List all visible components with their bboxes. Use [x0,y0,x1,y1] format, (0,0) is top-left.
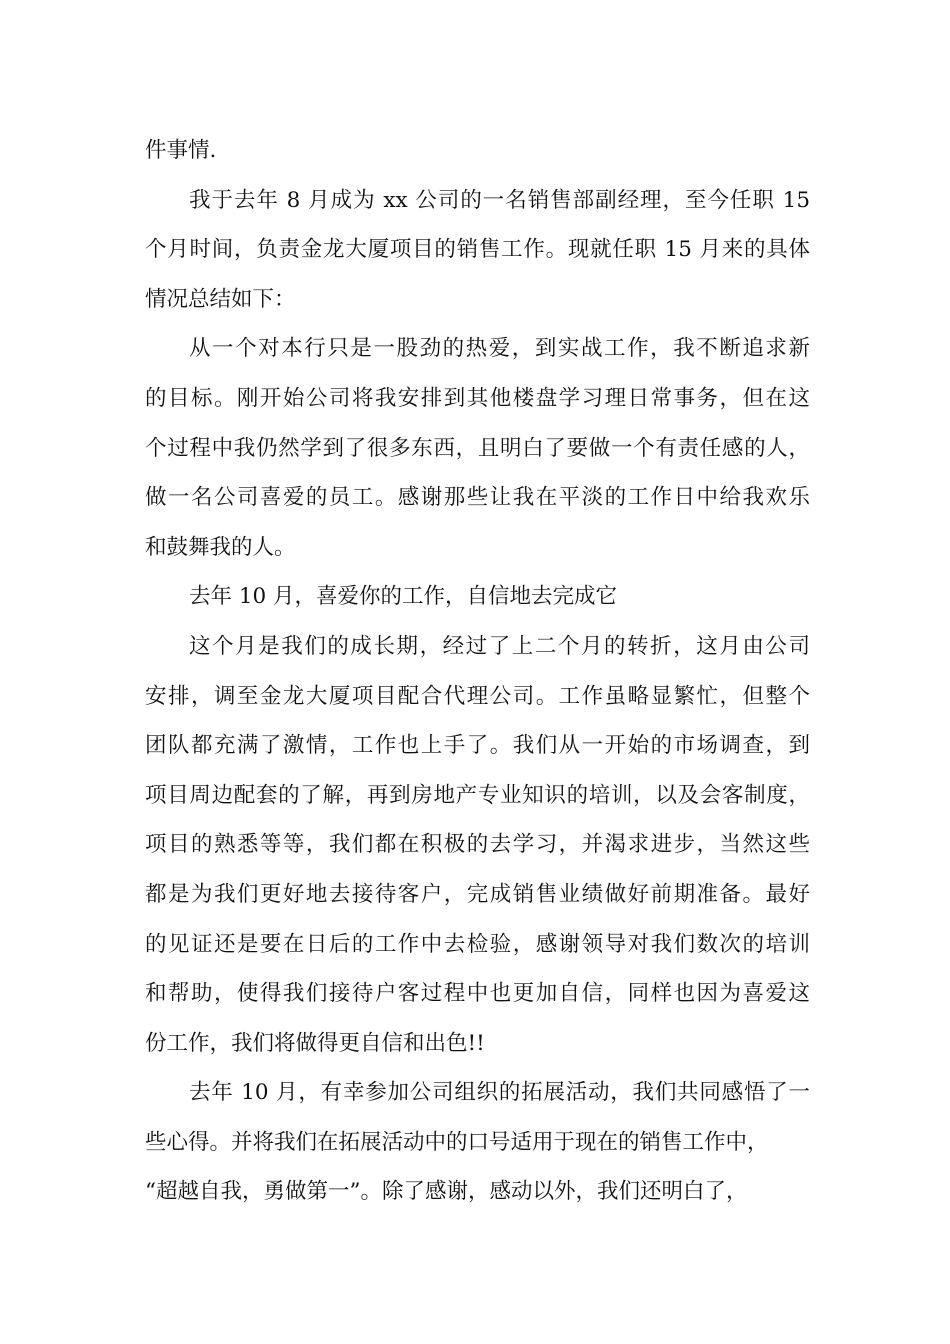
text-line: 些心得。并将我们在拓展活动中的口号适用于现在的销售工作中， [145,1129,769,1155]
text-line: “超越自我，勇做第一”。除了感谢，感动以外，我们还明白了， [145,1179,748,1205]
text-line: 安排，调至金龙大厦项目配合代理公司。工作虽略显繁忙，但整个 [145,683,810,709]
text-line: 情况总结如下： [145,286,296,312]
text-line: 这个月是我们的成长期，经过了上二个月的转折，这月由公司 [189,633,810,659]
text-line: 和鼓舞我的人。 [145,534,296,560]
text-line: 的目标。刚开始公司将我安排到其他楼盘学习理日常事务，但在这 [145,385,810,411]
text-line: 件事情. [145,138,217,163]
text-line: 去年 10 月，喜爱你的工作，自信地去完成它 [189,584,618,610]
document-body [145,126,810,1217]
text-line: 团队都充满了激情，工作也上手了。我们从一开始的市场调查，到 [145,733,810,759]
text-line: 从一个对本行只是一股劲的热爱，到实战工作，我不断追求新 [189,336,810,362]
text-line: 去年 10 月，有幸参加公司组织的拓展活动，我们共同感悟了一 [189,1080,810,1106]
text-line: 和帮助，使得我们接待户客过程中也更加自信，同样也因为喜爱这 [145,981,810,1007]
text-line: 的见证还是要在日后的工作中去检验，感谢领导对我们数次的培训 [145,931,810,957]
text-line: 都是为我们更好地去接待客户，完成销售业绩做好前期准备。最好 [145,881,810,907]
text-line: 做一名公司喜爱的员工。感谢那些让我在平淡的工作日中给我欢乐 [145,485,810,511]
text-line: 个过程中我仍然学到了很多东西，且明白了要做一个有责任感的人， [145,435,810,461]
text-line: 我于去年 8 月成为 xx 公司的一名销售部副经理，至今任职 15 [189,187,810,213]
text-line: 项目的熟悉等等，我们都在积极的去学习，并渴求进步，当然这些 [145,832,810,858]
text-line: 份工作，我们将做得更自信和出色!! [145,1030,485,1056]
text-line: 项目周边配套的了解，再到房地产专业知识的培训，以及会客制度， [145,782,810,808]
text-line: 个月时间，负责金龙大厦项目的销售工作。现就任职 15 月来的具体 [145,237,810,263]
